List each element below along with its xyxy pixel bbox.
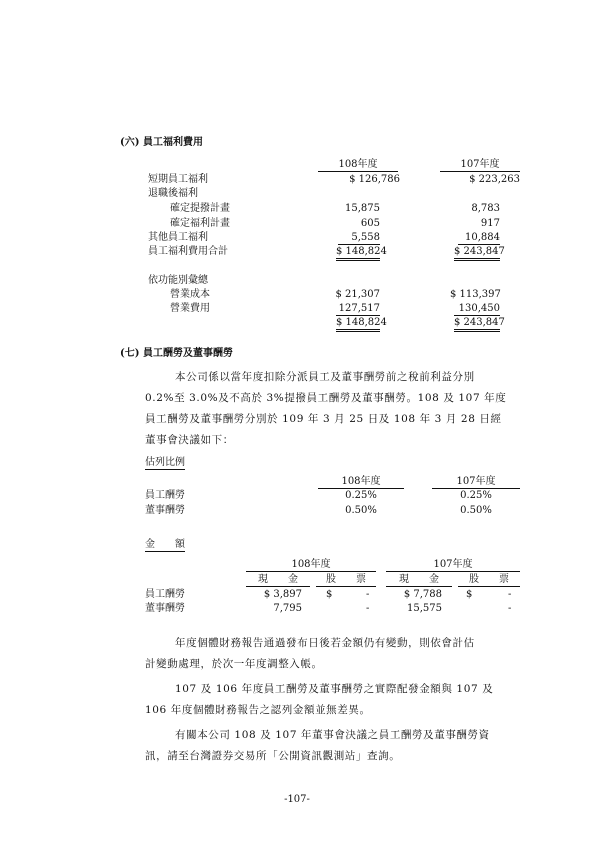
paragraph-line: 年度個體財務報告通過發布日後若金額仍有變動，則依會計估 xyxy=(175,637,475,649)
amount-col-107: 107年度 xyxy=(386,560,520,572)
function-title: 依功能別彙總 xyxy=(148,275,208,286)
row-value-107: 10,884 xyxy=(458,233,500,245)
row-value-108-total: $ 148,824 xyxy=(336,318,380,332)
row-label-other-benefit: 其他員工福利 xyxy=(148,232,208,243)
page-number: -107- xyxy=(284,794,310,805)
row-label-post-employment: 退職後福利 xyxy=(148,188,198,199)
row-label-expense: 營業費用 xyxy=(170,303,210,314)
amount-stock-107: $ xyxy=(466,589,473,600)
amount-cash-108: $ 3,897 xyxy=(263,589,302,600)
col-header-108: 108年度 xyxy=(318,160,398,172)
row-value-107: 8,783 xyxy=(471,203,500,214)
ratio-value-107: 0.25% xyxy=(460,490,492,501)
row-value-108-total: $ 148,824 xyxy=(336,247,380,261)
paragraph-line: 計變動處理，於次一年度調整入帳。 xyxy=(145,658,323,670)
amount-cash-108: 7,795 xyxy=(273,603,302,614)
row-label-short-term: 短期員工福利 xyxy=(148,174,208,185)
sub-header-stock-107: 股 票 xyxy=(458,575,520,587)
row-value-108: $ 126,786 xyxy=(349,174,400,185)
sub-header-stock-108: 股 票 xyxy=(316,575,376,587)
sub-header-cash-107: 現 金 xyxy=(386,575,452,587)
row-value-107: $ 223,263 xyxy=(469,174,520,185)
amount-label-director: 董事酬勞 xyxy=(145,603,185,614)
ratio-title: 估列比例 xyxy=(145,457,185,468)
amount-stock-108: $ xyxy=(326,589,333,600)
row-value-108: 15,875 xyxy=(345,203,380,214)
ratio-label-director: 董事酬勞 xyxy=(145,505,185,516)
row-label-cost: 營業成本 xyxy=(170,289,210,300)
paragraph-line: 董事會決議如下： xyxy=(145,434,234,446)
row-value-108: $ 21,307 xyxy=(335,289,380,300)
row-value-107: 130,450 xyxy=(454,304,500,316)
ratio-label-employee: 員工酬勞 xyxy=(145,490,185,501)
amount-dash-107: - xyxy=(508,603,512,614)
amount-dash-108: - xyxy=(366,603,370,614)
ratio-value-108: 0.25% xyxy=(345,490,377,501)
col-header-107: 107年度 xyxy=(440,160,520,172)
row-value-108: 127,517 xyxy=(336,304,380,316)
paragraph-line: 有關本公司 108 及 107 年董事會決議之員工酬勞及董事酬勞資 xyxy=(175,729,490,741)
amount-dash-108: - xyxy=(366,589,370,600)
row-value-108: 5,558 xyxy=(338,233,380,245)
row-value-107-total: $ 243,847 xyxy=(454,318,500,332)
paragraph-line: 107 及 106 年度員工酬勞及董事酬勞之實際配發金額與 107 及 xyxy=(175,683,494,695)
amount-dash-107: - xyxy=(508,589,512,600)
ratio-col-108: 108年度 xyxy=(318,477,404,489)
row-label-total: 員工福利費用合計 xyxy=(148,246,228,257)
row-label-defined-contribution: 確定提撥計畫 xyxy=(170,203,230,214)
sub-header-cash-108: 現 金 xyxy=(246,575,310,587)
amount-col-108: 108年度 xyxy=(246,560,376,572)
row-value-107: $ 113,397 xyxy=(450,289,501,300)
paragraph-line: 0.2%至 3.0%及不高於 3%提撥員工酬勞及董事酬勞。108 及 107 年度 xyxy=(145,392,507,404)
row-value-108: 605 xyxy=(360,218,380,229)
paragraph-line: 訊，請至台灣證券交易所「公開資訊觀測站」查詢。 xyxy=(145,750,401,762)
ratio-value-108: 0.50% xyxy=(345,505,377,516)
ratio-col-107: 107年度 xyxy=(432,477,520,489)
section-6-title: (六) 員工福利費用 xyxy=(120,137,203,148)
section-7-title: (七) 員工酬勞及董事酬勞 xyxy=(120,348,233,359)
row-label-defined-benefit: 確定福利計畫 xyxy=(170,218,230,229)
ratio-value-107: 0.50% xyxy=(460,505,492,516)
row-value-107-total: $ 243,847 xyxy=(454,247,500,261)
amount-cash-107: $ 7,788 xyxy=(403,589,442,600)
amount-label-employee: 員工酬勞 xyxy=(145,589,185,600)
amount-title: 金 額 xyxy=(145,539,185,550)
paragraph-line: 106 年度個體財務報告之認列金額並無差異。 xyxy=(145,704,371,716)
row-value-107: 917 xyxy=(480,218,500,229)
amount-cash-107: 15,575 xyxy=(407,603,442,614)
paragraph-line: 本公司係以當年度扣除分派員工及董事酬勞前之稅前利益分別 xyxy=(175,371,475,383)
paragraph-line: 員工酬勞及董事酬勞分別於 109 年 3 月 25 日及 108 年 3 月 28 日經 xyxy=(145,413,502,425)
